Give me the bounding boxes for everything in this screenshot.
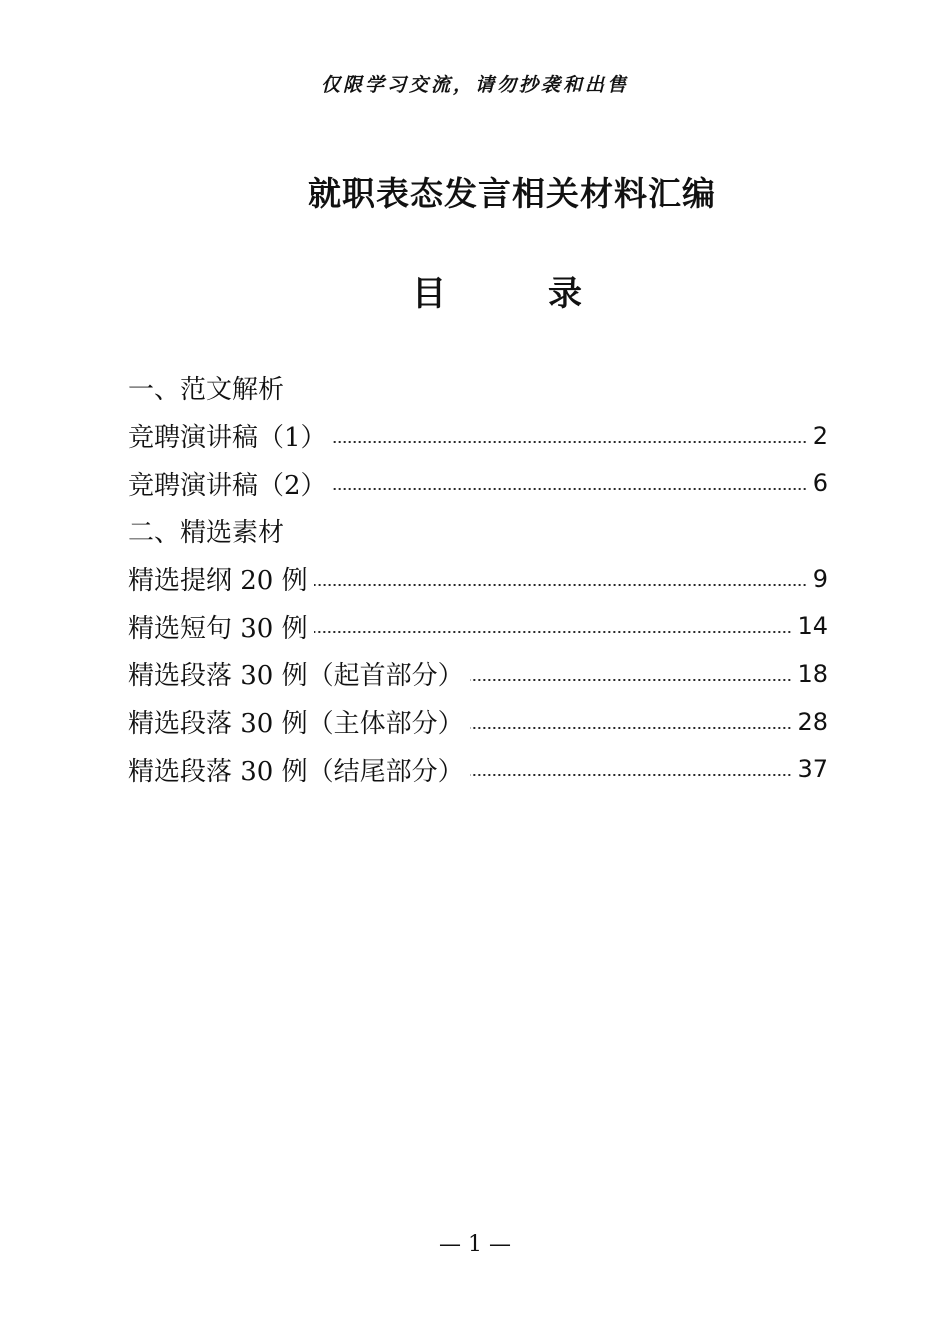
toc-dot-leader	[470, 774, 792, 776]
toc-section-heading	[128, 507, 828, 555]
toc-entry[interactable]	[128, 698, 828, 746]
header-disclaimer: 仅限学习交流，请勿抄袭和出售	[320, 74, 629, 96]
toc-section-title: 二、精选素材	[128, 518, 285, 549]
toc-entry-label: 精选段落 30 例（主体部分）	[128, 709, 464, 740]
toc-entry-label: 精选提纲 20 例	[128, 566, 308, 597]
toc-entry[interactable]	[128, 412, 828, 460]
toc-entry[interactable]	[128, 459, 828, 507]
toc-entry-label: 精选短句 30 例	[128, 613, 308, 644]
toc-dot-leader	[470, 727, 792, 729]
toc-entry[interactable]	[128, 602, 828, 650]
toc-entry-page: 14	[797, 612, 828, 641]
toc-dot-leader	[333, 488, 807, 490]
toc-entry[interactable]	[128, 746, 828, 794]
table-of-contents	[128, 364, 828, 793]
toc-entry-label: 竞聘演讲稿（1）	[128, 423, 327, 454]
toc-entry-label: 精选段落 30 例（起首部分）	[128, 661, 464, 692]
toc-entry-label: 精选段落 30 例（结尾部分）	[128, 756, 464, 787]
toc-entry-page: 6	[812, 469, 828, 498]
toc-entry-page: 2	[812, 421, 828, 450]
toc-entry[interactable]	[128, 555, 828, 603]
toc-entry[interactable]	[128, 650, 828, 698]
toc-section-heading	[128, 364, 828, 412]
toc-dot-leader	[470, 679, 792, 681]
toc-entry-page: 18	[797, 659, 828, 688]
toc-entry-page: 9	[812, 564, 828, 593]
toc-entry-label: 竞聘演讲稿（2）	[128, 470, 327, 501]
document-title: 就职表态发言相关材料汇编	[308, 174, 716, 213]
toc-section-title: 一、范文解析	[128, 375, 285, 406]
page-number: — 1 —	[439, 1232, 511, 1257]
toc-entry-page: 28	[797, 707, 828, 736]
toc-dot-leader	[314, 631, 792, 633]
toc-heading: 目 录	[412, 274, 616, 314]
toc-dot-leader	[314, 584, 807, 586]
toc-entry-page: 37	[797, 755, 828, 784]
toc-dot-leader	[333, 441, 807, 443]
